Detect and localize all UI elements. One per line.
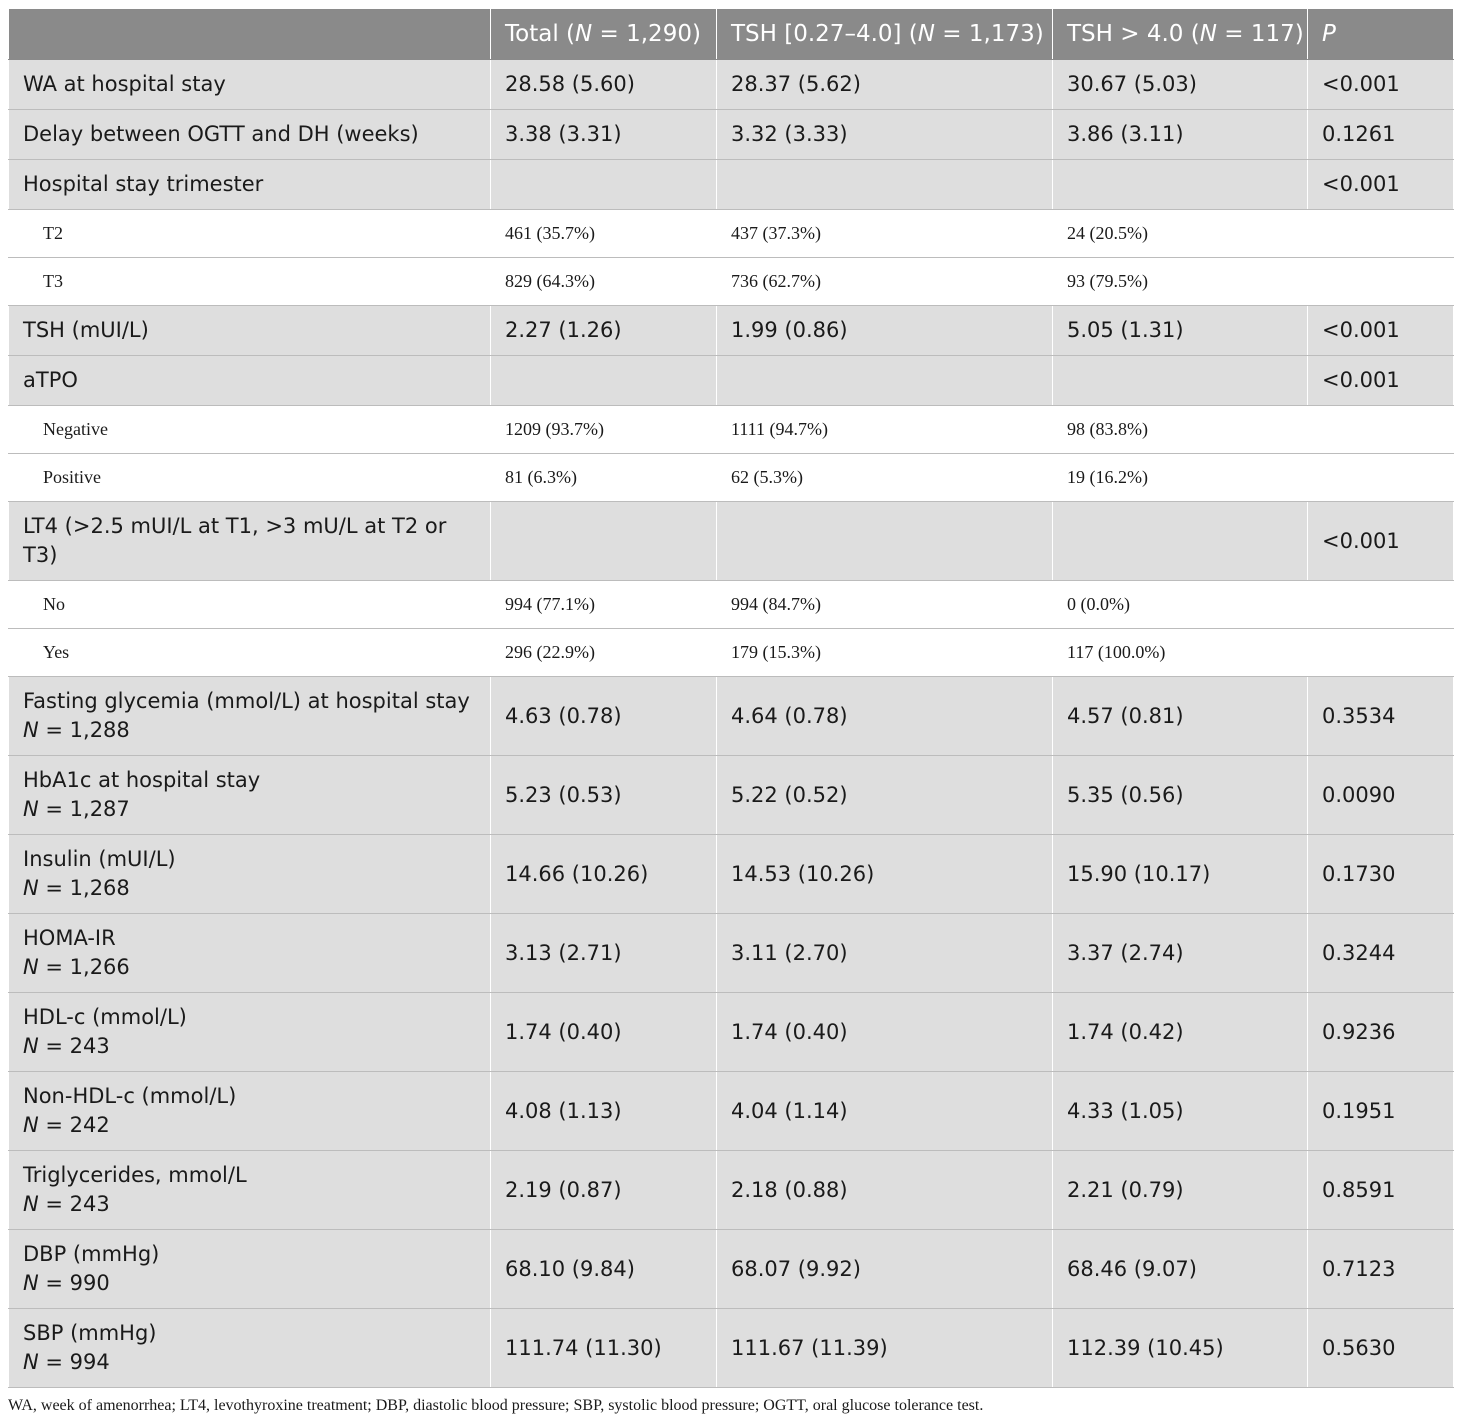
table-row	[9, 835, 1454, 914]
cell-tsh-high: 4.33 (1.05)	[1053, 1072, 1308, 1151]
cell-total	[491, 356, 717, 406]
row-label: Non-HDL-c (mmol/L) N = 242	[9, 1072, 491, 1151]
cell-tsh-high: 2.21 (0.79)	[1053, 1151, 1308, 1230]
cell-total: 1209 (93.7%)	[491, 406, 717, 454]
row-label: TSH (mUI/L)	[9, 306, 491, 356]
cell-p: 0.1261	[1308, 110, 1454, 160]
header-tsh-normal: TSH [0.27–4.0] (N = 1,173)	[717, 9, 1053, 60]
row-label: T3	[9, 258, 491, 306]
cell-tsh-normal	[717, 502, 1053, 581]
table-row	[9, 160, 1454, 210]
cell-tsh-normal: 4.04 (1.14)	[717, 1072, 1053, 1151]
table-container	[8, 8, 1453, 1388]
cell-p: 0.7123	[1308, 1230, 1454, 1309]
header-total: Total (N = 1,290)	[491, 9, 717, 60]
cell-tsh-normal: 4.64 (0.78)	[717, 677, 1053, 756]
cell-tsh-high: 93 (79.5%)	[1053, 258, 1308, 306]
cell-total: 461 (35.7%)	[491, 210, 717, 258]
cell-tsh-normal	[717, 356, 1053, 406]
row-label: Yes	[9, 629, 491, 677]
cell-tsh-high: 15.90 (10.17)	[1053, 835, 1308, 914]
cell-tsh-high: 98 (83.8%)	[1053, 406, 1308, 454]
cell-total	[491, 502, 717, 581]
table-subrow	[9, 581, 1454, 629]
cell-total: 4.08 (1.13)	[491, 1072, 717, 1151]
cell-total: 296 (22.9%)	[491, 629, 717, 677]
cell-tsh-normal: 111.67 (11.39)	[717, 1309, 1053, 1388]
table-row	[9, 60, 1454, 110]
cell-tsh-high: 3.86 (3.11)	[1053, 110, 1308, 160]
cell-total: 111.74 (11.30)	[491, 1309, 717, 1388]
cell-tsh-normal: 3.11 (2.70)	[717, 914, 1053, 993]
cell-total: 2.19 (0.87)	[491, 1151, 717, 1230]
row-label: Fasting glycemia (mmol/L) at hospital stay N = 1,288	[9, 677, 491, 756]
table-row	[9, 1230, 1454, 1309]
cell-p: 0.3244	[1308, 914, 1454, 993]
cell-total: 829 (64.3%)	[491, 258, 717, 306]
cell-total: 2.27 (1.26)	[491, 306, 717, 356]
table-row	[9, 993, 1454, 1072]
cell-tsh-high	[1053, 356, 1308, 406]
row-label: Hospital stay trimester	[9, 160, 491, 210]
cell-p	[1308, 454, 1454, 502]
cell-tsh-high: 19 (16.2%)	[1053, 454, 1308, 502]
table-row	[9, 1309, 1454, 1388]
cell-total: 81 (6.3%)	[491, 454, 717, 502]
header-p-value: P	[1308, 9, 1454, 60]
table-row	[9, 1072, 1454, 1151]
cell-tsh-normal: 5.22 (0.52)	[717, 756, 1053, 835]
cell-tsh-high: 68.46 (9.07)	[1053, 1230, 1308, 1309]
cell-p: 0.1730	[1308, 835, 1454, 914]
cell-tsh-high: 0 (0.0%)	[1053, 581, 1308, 629]
cell-tsh-normal: 994 (84.7%)	[717, 581, 1053, 629]
cell-tsh-high: 5.05 (1.31)	[1053, 306, 1308, 356]
cell-p: <0.001	[1308, 60, 1454, 110]
cell-tsh-high: 1.74 (0.42)	[1053, 993, 1308, 1072]
cell-p	[1308, 406, 1454, 454]
cell-total: 5.23 (0.53)	[491, 756, 717, 835]
table-row	[9, 306, 1454, 356]
cell-tsh-high: 24 (20.5%)	[1053, 210, 1308, 258]
row-label: HOMA-IR N = 1,266	[9, 914, 491, 993]
cell-total: 68.10 (9.84)	[491, 1230, 717, 1309]
data-table	[8, 8, 1454, 1388]
row-label: HDL-c (mmol/L) N = 243	[9, 993, 491, 1072]
row-label: LT4 (>2.5 mUI/L at T1, >3 mU/L at T2 or T3)	[9, 502, 491, 581]
cell-tsh-normal: 68.07 (9.92)	[717, 1230, 1053, 1309]
cell-p: 0.8591	[1308, 1151, 1454, 1230]
cell-total: 28.58 (5.60)	[491, 60, 717, 110]
cell-tsh-high: 30.67 (5.03)	[1053, 60, 1308, 110]
row-label: Triglycerides, mmol/L N = 243	[9, 1151, 491, 1230]
table-row	[9, 756, 1454, 835]
table-subrow	[9, 629, 1454, 677]
cell-tsh-normal: 28.37 (5.62)	[717, 60, 1053, 110]
row-label: SBP (mmHg) N = 994	[9, 1309, 491, 1388]
cell-p: 0.3534	[1308, 677, 1454, 756]
cell-tsh-high: 5.35 (0.56)	[1053, 756, 1308, 835]
cell-tsh-normal	[717, 160, 1053, 210]
cell-tsh-normal: 179 (15.3%)	[717, 629, 1053, 677]
cell-p: <0.001	[1308, 306, 1454, 356]
table-subrow	[9, 258, 1454, 306]
table-row	[9, 677, 1454, 756]
cell-tsh-high: 3.37 (2.74)	[1053, 914, 1308, 993]
cell-p: <0.001	[1308, 356, 1454, 406]
row-label: T2	[9, 210, 491, 258]
cell-p: <0.001	[1308, 502, 1454, 581]
cell-p: 0.5630	[1308, 1309, 1454, 1388]
header-tsh-high: TSH > 4.0 (N = 117)	[1053, 9, 1308, 60]
row-label: No	[9, 581, 491, 629]
cell-tsh-high	[1053, 502, 1308, 581]
table-row	[9, 356, 1454, 406]
row-label: WA at hospital stay	[9, 60, 491, 110]
cell-p: 0.9236	[1308, 993, 1454, 1072]
cell-p	[1308, 581, 1454, 629]
cell-tsh-high: 117 (100.0%)	[1053, 629, 1308, 677]
cell-p: 0.1951	[1308, 1072, 1454, 1151]
cell-total: 994 (77.1%)	[491, 581, 717, 629]
row-label: HbA1c at hospital stay N = 1,287	[9, 756, 491, 835]
header-blank	[9, 9, 491, 60]
cell-p	[1308, 210, 1454, 258]
cell-p: 0.0090	[1308, 756, 1454, 835]
cell-p	[1308, 629, 1454, 677]
row-label: aTPO	[9, 356, 491, 406]
cell-total: 3.38 (3.31)	[491, 110, 717, 160]
cell-tsh-normal: 14.53 (10.26)	[717, 835, 1053, 914]
cell-p: <0.001	[1308, 160, 1454, 210]
row-label: DBP (mmHg) N = 990	[9, 1230, 491, 1309]
cell-tsh-high	[1053, 160, 1308, 210]
cell-p	[1308, 258, 1454, 306]
cell-tsh-high: 4.57 (0.81)	[1053, 677, 1308, 756]
row-label: Positive	[9, 454, 491, 502]
cell-total: 3.13 (2.71)	[491, 914, 717, 993]
cell-tsh-normal: 437 (37.3%)	[717, 210, 1053, 258]
row-label: Delay between OGTT and DH (weeks)	[9, 110, 491, 160]
cell-total	[491, 160, 717, 210]
cell-total: 1.74 (0.40)	[491, 993, 717, 1072]
cell-tsh-normal: 62 (5.3%)	[717, 454, 1053, 502]
table-subrow	[9, 454, 1454, 502]
row-label: Negative	[9, 406, 491, 454]
cell-tsh-normal: 3.32 (3.33)	[717, 110, 1053, 160]
table-subrow	[9, 210, 1454, 258]
cell-tsh-high: 112.39 (10.45)	[1053, 1309, 1308, 1388]
row-label: Insulin (mUI/L) N = 1,268	[9, 835, 491, 914]
table-subrow	[9, 406, 1454, 454]
cell-tsh-normal: 2.18 (0.88)	[717, 1151, 1053, 1230]
table-row	[9, 1151, 1454, 1230]
cell-tsh-normal: 736 (62.7%)	[717, 258, 1053, 306]
table-row	[9, 502, 1454, 581]
header-row	[9, 9, 1454, 60]
cell-tsh-normal: 1.74 (0.40)	[717, 993, 1053, 1072]
cell-total: 14.66 (10.26)	[491, 835, 717, 914]
cell-tsh-normal: 1111 (94.7%)	[717, 406, 1053, 454]
table-row	[9, 914, 1454, 993]
cell-tsh-normal: 1.99 (0.86)	[717, 306, 1053, 356]
table-row	[9, 110, 1454, 160]
table-footnote: WA, week of amenorrhea; LT4, levothyroxine treatment; DBP, diastolic blood pressure; SBP, systolic blood pressure; OGTT, oral glucose tolerance test.	[8, 1397, 984, 1414]
cell-total: 4.63 (0.78)	[491, 677, 717, 756]
